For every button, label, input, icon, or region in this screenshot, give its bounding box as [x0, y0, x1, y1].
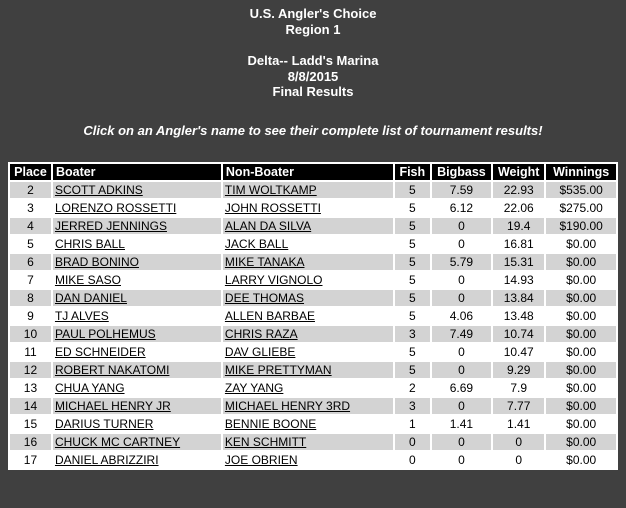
- boater-cell: [53, 362, 221, 378]
- non-boater-name-link[interactable]: CHRIS RAZA: [224, 327, 298, 341]
- non-boater-name-link[interactable]: ALAN DA SILVA: [224, 219, 312, 233]
- weight-cell: 13.84: [493, 290, 544, 306]
- table-row: [10, 272, 616, 288]
- fish-count-cell: 5: [395, 290, 430, 306]
- venue-title: Delta-- Ladd's Marina: [247, 53, 379, 68]
- organization-title: U.S. Angler's Choice: [249, 6, 377, 21]
- weight-cell: 14.93: [493, 272, 544, 288]
- place-cell: 13: [10, 380, 51, 396]
- boater-cell: [53, 416, 221, 432]
- winnings-cell: $0.00: [546, 416, 616, 432]
- fish-count-cell: 1: [395, 416, 430, 432]
- boater-name-link[interactable]: CHRIS BALL: [54, 237, 125, 251]
- winnings-cell: $0.00: [546, 326, 616, 342]
- fish-count-cell: 2: [395, 380, 430, 396]
- bigbass-cell: 0: [432, 236, 491, 252]
- fish-count-cell: 3: [395, 326, 430, 342]
- table-row: [10, 380, 616, 396]
- winnings-cell: $0.00: [546, 308, 616, 324]
- non-boater-cell: [223, 380, 393, 396]
- weight-cell: 0: [493, 452, 544, 468]
- bigbass-cell: 0: [432, 272, 491, 288]
- place-cell: 9: [10, 308, 51, 324]
- weight-cell: 16.81: [493, 236, 544, 252]
- boater-cell: [53, 308, 221, 324]
- place-cell: 11: [10, 344, 51, 360]
- fish-count-cell: 5: [395, 272, 430, 288]
- boater-cell: [53, 200, 221, 216]
- fish-count-cell: 3: [395, 398, 430, 414]
- winnings-cell: $190.00: [546, 218, 616, 234]
- winnings-cell: $0.00: [546, 398, 616, 414]
- fish-count-cell: 5: [395, 236, 430, 252]
- boater-name-link[interactable]: JERRED JENNINGS: [54, 219, 167, 233]
- winnings-cell: $0.00: [546, 362, 616, 378]
- bigbass-cell: 0: [432, 452, 491, 468]
- boater-cell: [53, 398, 221, 414]
- weight-cell: 9.29: [493, 362, 544, 378]
- non-boater-name-link[interactable]: BENNIE BOONE: [224, 417, 317, 431]
- boater-cell: [53, 344, 221, 360]
- column-header-place: Place: [10, 164, 51, 180]
- boater-cell: [53, 452, 221, 468]
- boater-cell: [53, 380, 221, 396]
- non-boater-cell: [223, 200, 393, 216]
- fish-count-cell: 5: [395, 254, 430, 270]
- weight-cell: 10.74: [493, 326, 544, 342]
- fish-count-cell: 5: [395, 218, 430, 234]
- place-cell: 5: [10, 236, 51, 252]
- non-boater-name-link[interactable]: TIM WOLTKAMP: [224, 183, 317, 197]
- non-boater-name-link[interactable]: DEE THOMAS: [224, 291, 305, 305]
- column-header-weight: Weight: [493, 164, 544, 180]
- boater-cell: [53, 182, 221, 198]
- bigbass-cell: 6.12: [432, 200, 491, 216]
- fish-count-cell: 0: [395, 434, 430, 450]
- bigbass-cell: 0: [432, 290, 491, 306]
- table-row: [10, 182, 616, 198]
- non-boater-cell: [223, 290, 393, 306]
- non-boater-name-link[interactable]: JOHN ROSSETTI: [224, 201, 321, 215]
- non-boater-cell: [223, 434, 393, 450]
- weight-cell: 7.77: [493, 398, 544, 414]
- place-cell: 7: [10, 272, 51, 288]
- region-title: Region 1: [285, 21, 341, 37]
- weight-cell: 0: [493, 434, 544, 450]
- boater-cell: [53, 434, 221, 450]
- winnings-cell: $0.00: [546, 434, 616, 450]
- non-boater-name-link[interactable]: DAV GLIEBE: [224, 345, 296, 359]
- non-boater-cell: [223, 416, 393, 432]
- boater-name-link[interactable]: DANIEL ABRIZZIRI: [54, 453, 159, 467]
- table-row: [10, 416, 616, 432]
- boater-name-link[interactable]: MIKE SASO: [54, 273, 121, 287]
- weight-cell: 22.93: [493, 182, 544, 198]
- bigbass-cell: 5.79: [432, 254, 491, 270]
- weight-cell: 19.4: [493, 218, 544, 234]
- winnings-cell: $0.00: [546, 254, 616, 270]
- boater-cell: [53, 326, 221, 342]
- column-header-boater: Boater: [53, 164, 221, 180]
- results-table-body: [10, 182, 616, 468]
- bigbass-cell: 0: [432, 218, 491, 234]
- winnings-cell: $0.00: [546, 236, 616, 252]
- non-boater-name-link[interactable]: ZAY YANG: [224, 381, 284, 395]
- non-boater-name-link[interactable]: ALLEN BARBAE: [224, 309, 315, 323]
- table-row: [10, 290, 616, 306]
- fish-count-cell: 5: [395, 344, 430, 360]
- winnings-cell: $0.00: [546, 380, 616, 396]
- non-boater-cell: [223, 398, 393, 414]
- boater-cell: [53, 218, 221, 234]
- place-cell: 15: [10, 416, 51, 432]
- fish-count-cell: 5: [395, 308, 430, 324]
- table-row: [10, 398, 616, 414]
- non-boater-cell: [223, 218, 393, 234]
- non-boater-cell: [223, 308, 393, 324]
- weight-cell: 10.47: [493, 344, 544, 360]
- winnings-cell: $0.00: [546, 452, 616, 468]
- boater-name-link[interactable]: BRAD BONINO: [54, 255, 139, 269]
- boater-name-link[interactable]: ED SCHNEIDER: [54, 345, 146, 359]
- non-boater-name-link[interactable]: MIKE PRETTYMAN: [224, 363, 332, 377]
- header-spacer: [0, 37, 626, 53]
- place-cell: 3: [10, 200, 51, 216]
- fish-count-cell: 5: [395, 182, 430, 198]
- boater-name-link[interactable]: CHUA YANG: [54, 381, 125, 395]
- boater-name-link[interactable]: MICHAEL HENRY JR: [54, 399, 171, 413]
- boater-name-link[interactable]: TJ ALVES: [54, 309, 109, 323]
- place-cell: 14: [10, 398, 51, 414]
- bigbass-cell: 0: [432, 434, 491, 450]
- non-boater-cell: [223, 236, 393, 252]
- results-title: Final Results: [272, 84, 354, 99]
- non-boater-cell: [223, 182, 393, 198]
- boater-name-link[interactable]: SCOTT ADKINS: [54, 183, 143, 197]
- place-cell: 16: [10, 434, 51, 450]
- non-boater-name-link[interactable]: JACK BALL: [224, 237, 289, 251]
- boater-cell: [53, 290, 221, 306]
- table-row: [10, 362, 616, 378]
- column-header-fish: Fish: [395, 164, 430, 180]
- boater-name-link[interactable]: PAUL POLHEMUS: [54, 327, 156, 341]
- table-row: [10, 218, 616, 234]
- boater-name-link[interactable]: LORENZO ROSSETTI: [54, 201, 177, 215]
- boater-cell: [53, 272, 221, 288]
- table-row: [10, 308, 616, 324]
- boater-cell: [53, 254, 221, 270]
- place-cell: 17: [10, 452, 51, 468]
- non-boater-cell: [223, 362, 393, 378]
- non-boater-cell: [223, 452, 393, 468]
- table-row: [10, 200, 616, 216]
- table-row: [10, 326, 616, 342]
- boater-cell: [53, 236, 221, 252]
- column-header-non-boater: Non-Boater: [223, 164, 393, 180]
- fish-count-cell: 0: [395, 452, 430, 468]
- winnings-cell: $535.00: [546, 182, 616, 198]
- fish-count-cell: 5: [395, 200, 430, 216]
- fish-count-cell: 5: [395, 362, 430, 378]
- non-boater-cell: [223, 254, 393, 270]
- results-table: [8, 162, 618, 470]
- boater-name-link[interactable]: CHUCK MC CARTNEY: [54, 435, 181, 449]
- winnings-cell: $275.00: [546, 200, 616, 216]
- winnings-cell: $0.00: [546, 344, 616, 360]
- place-cell: 10: [10, 326, 51, 342]
- table-header-row: [10, 164, 616, 180]
- non-boater-name-link[interactable]: LARRY VIGNOLO: [224, 273, 323, 287]
- bigbass-cell: 7.59: [432, 182, 491, 198]
- place-cell: 2: [10, 182, 51, 198]
- boater-name-link[interactable]: DARIUS TURNER: [54, 417, 154, 431]
- table-row: [10, 236, 616, 252]
- bigbass-cell: 0: [432, 362, 491, 378]
- table-row: [10, 344, 616, 360]
- non-boater-name-link[interactable]: MICHAEL HENRY 3RD: [224, 399, 351, 413]
- weight-cell: 15.31: [493, 254, 544, 270]
- weight-cell: 7.9: [493, 380, 544, 396]
- event-date: 8/8/2015: [287, 68, 339, 84]
- column-header-winnings: Winnings: [546, 164, 616, 180]
- weight-cell: 13.48: [493, 308, 544, 324]
- non-boater-name-link[interactable]: JOE OBRIEN: [224, 453, 298, 467]
- table-row: [10, 434, 616, 450]
- boater-name-link[interactable]: ROBERT NAKATOMI: [54, 363, 170, 377]
- non-boater-name-link[interactable]: KEN SCHMITT: [224, 435, 307, 449]
- weight-cell: 1.41: [493, 416, 544, 432]
- table-row: [10, 254, 616, 270]
- non-boater-cell: [223, 326, 393, 342]
- bigbass-cell: 0: [432, 344, 491, 360]
- non-boater-cell: [223, 344, 393, 360]
- boater-name-link[interactable]: DAN DANIEL: [54, 291, 127, 305]
- instruction-text: Click on an Angler's name to see their complete list of tournament results!: [83, 122, 543, 138]
- place-cell: 8: [10, 290, 51, 306]
- results-header: [0, 0, 626, 100]
- non-boater-name-link[interactable]: MIKE TANAKA: [224, 255, 305, 269]
- winnings-cell: $0.00: [546, 272, 616, 288]
- winnings-cell: $0.00: [546, 290, 616, 306]
- bigbass-cell: 6.69: [432, 380, 491, 396]
- bigbass-cell: 4.06: [432, 308, 491, 324]
- non-boater-cell: [223, 272, 393, 288]
- table-row: [10, 452, 616, 468]
- place-cell: 6: [10, 254, 51, 270]
- bigbass-cell: 1.41: [432, 416, 491, 432]
- weight-cell: 22.06: [493, 200, 544, 216]
- bigbass-cell: 0: [432, 398, 491, 414]
- column-header-bigbass: Bigbass: [432, 164, 491, 180]
- bigbass-cell: 7.49: [432, 326, 491, 342]
- place-cell: 12: [10, 362, 51, 378]
- place-cell: 4: [10, 218, 51, 234]
